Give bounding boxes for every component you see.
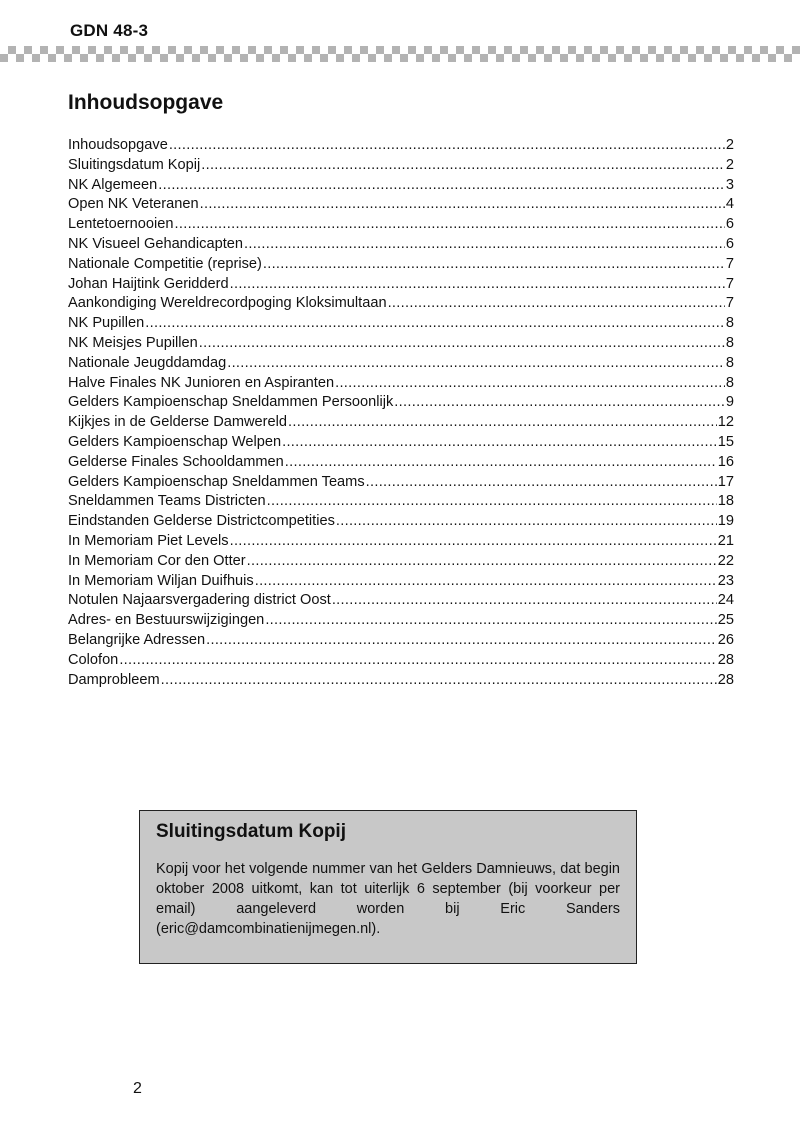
- toc-entry-label: Gelders Kampioenschap Sneldammen Teams: [68, 473, 365, 490]
- toc-leader-dots: [175, 215, 725, 235]
- toc-entry-label: Kijkjes in de Gelderse Damwereld: [68, 414, 287, 431]
- toc-leader-dots: [288, 413, 717, 433]
- toc-leader-dots: [230, 532, 717, 552]
- toc-entry-page: 22: [717, 552, 734, 569]
- toc-entry-label: Damprobleem: [68, 671, 160, 688]
- toc-entry-label: Sluitingsdatum Kopij: [68, 156, 201, 173]
- toc-entry: [68, 631, 734, 651]
- toc-entry: [68, 176, 734, 196]
- toc-leader-dots: [119, 651, 716, 671]
- toc-entry-label: In Memoriam Wiljan Duifhuis: [68, 572, 254, 589]
- toc-entry-label: Colofon: [68, 651, 119, 668]
- toc-entry: [68, 591, 734, 611]
- toc-entry-label: Sneldammen Teams Districten: [68, 493, 266, 510]
- toc-entry-page: 28: [717, 651, 734, 668]
- toc-entry-label: NK Visueel Gehandicapten: [68, 235, 243, 252]
- toc-entry-page: 12: [717, 414, 734, 431]
- toc-entry-label: Gelderse Finales Schooldammen: [68, 453, 284, 470]
- toc-entry-page: 7: [725, 295, 734, 312]
- toc-entry-label: Inhoudsopgave: [68, 137, 168, 153]
- toc-entry-page: 25: [717, 612, 734, 629]
- toc-leader-dots: [158, 176, 725, 196]
- toc-entry: [68, 374, 734, 394]
- toc-leader-dots: [255, 572, 717, 592]
- toc-title: Inhoudsopgave: [68, 91, 224, 114]
- toc-entry: [68, 136, 734, 156]
- toc-entry-label: Gelders Kampioenschap Welpen: [68, 433, 282, 450]
- toc-entry: [68, 473, 734, 493]
- toc-entry: [68, 275, 734, 295]
- toc-leader-dots: [285, 453, 717, 473]
- toc-leader-dots: [366, 473, 717, 493]
- toc-entry: [68, 492, 734, 512]
- toc-entry-page: 3: [725, 176, 734, 193]
- toc-entry-label: NK Meisjes Pupillen: [68, 334, 198, 351]
- toc-entry-label: Eindstanden Gelderse Districtcompetities: [68, 513, 335, 530]
- toc-entry-page: 15: [717, 433, 734, 450]
- toc-entry-page: 7: [725, 255, 734, 272]
- toc-entry: [68, 453, 734, 473]
- toc-entry: [68, 334, 734, 354]
- toc-leader-dots: [282, 433, 717, 453]
- checkered-divider: [0, 46, 800, 62]
- toc-entry-page: 8: [725, 374, 734, 391]
- toc-entry-label: Aankondiging Wereldrecordpoging Kloksimultaan: [68, 295, 387, 312]
- toc-leader-dots: [230, 275, 725, 295]
- toc-entry-page: 4: [725, 196, 734, 213]
- toc-leader-dots: [161, 671, 717, 691]
- toc-entry-page: 8: [725, 354, 734, 371]
- toc-entry-page: 8: [725, 334, 734, 351]
- toc-leader-dots: [265, 611, 716, 631]
- toc-entry-page: 8: [725, 315, 734, 332]
- toc-entry-page: 9: [725, 394, 734, 411]
- toc-leader-dots: [267, 492, 717, 512]
- toc-leader-dots: [247, 552, 717, 572]
- toc-entry-page: 26: [717, 631, 734, 648]
- toc-leader-dots: [201, 156, 725, 176]
- toc-entry-label: Nationale Competitie (reprise): [68, 255, 262, 272]
- toc-entry-label: Johan Haijtink Geridderd: [68, 275, 229, 292]
- table-of-contents: [68, 136, 734, 690]
- toc-entry: [68, 413, 734, 433]
- toc-entry: [68, 215, 734, 235]
- toc-entry-label: Gelders Kampioenschap Sneldammen Persoonlijk: [68, 394, 394, 411]
- toc-entry-page: 2: [725, 137, 734, 153]
- toc-entry: [68, 433, 734, 453]
- publication-issue-label: GDN 48-3: [70, 21, 149, 40]
- toc-entry-page: 6: [725, 235, 734, 252]
- toc-entry-label: Adres- en Bestuurswijzigingen: [68, 612, 265, 629]
- toc-entry: [68, 552, 734, 572]
- toc-entry-label: NK Pupillen: [68, 315, 145, 332]
- toc-leader-dots: [169, 136, 725, 156]
- toc-entry-page: 23: [717, 572, 734, 589]
- toc-entry-page: 16: [717, 453, 734, 470]
- toc-leader-dots: [206, 631, 717, 651]
- toc-entry-label: In Memoriam Cor den Otter: [68, 552, 246, 569]
- toc-entry-label: In Memoriam Piet Levels: [68, 532, 229, 549]
- toc-entry: [68, 156, 734, 176]
- toc-entry: [68, 611, 734, 631]
- toc-entry: [68, 393, 734, 413]
- toc-entry-label: Halve Finales NK Junioren en Aspiranten: [68, 374, 335, 391]
- notice-title: Sluitingsdatum Kopij: [156, 821, 346, 842]
- toc-entry-label: Belangrijke Adressen: [68, 631, 206, 648]
- toc-leader-dots: [227, 354, 725, 374]
- notice-body: Kopij voor het volgende nummer van het Gelders Damnieuws, dat begin oktober 2008 uitkomt, kan tot uiterlijk 6 september (bij voorkeur per email) aangeleverd worden bij Eric Sanders (eric@damcombinatienijmegen.nl).: [156, 861, 620, 937]
- toc-entry: [68, 354, 734, 374]
- toc-entry-page: 19: [717, 513, 734, 530]
- toc-leader-dots: [332, 591, 717, 611]
- toc-entry: [68, 572, 734, 592]
- toc-entry-label: Nationale Jeugddamdag: [68, 354, 227, 371]
- toc-entry-page: 6: [725, 216, 734, 233]
- toc-leader-dots: [388, 294, 725, 314]
- toc-entry-label: Notulen Najaarsvergadering district Oost: [68, 592, 331, 609]
- toc-entry: [68, 651, 734, 671]
- toc-entry-page: 21: [717, 532, 734, 549]
- toc-entry-page: 24: [717, 592, 734, 609]
- toc-entry: [68, 235, 734, 255]
- toc-entry-label: Lentetoernooien: [68, 216, 174, 233]
- toc-entry: [68, 512, 734, 532]
- toc-leader-dots: [263, 255, 725, 275]
- toc-entry: [68, 294, 734, 314]
- copy-deadline-notice: [139, 810, 637, 964]
- toc-entry-label: NK Algemeen: [68, 176, 158, 193]
- toc-entry-page: 28: [717, 671, 734, 688]
- toc-leader-dots: [244, 235, 725, 255]
- toc-entry: [68, 532, 734, 552]
- toc-entry: [68, 314, 734, 334]
- toc-entry: [68, 671, 734, 691]
- toc-entry-label: Open NK Veteranen: [68, 196, 199, 213]
- toc-leader-dots: [145, 314, 725, 334]
- toc-entry: [68, 195, 734, 215]
- toc-entry: [68, 255, 734, 275]
- toc-entry-page: 7: [725, 275, 734, 292]
- toc-leader-dots: [199, 334, 725, 354]
- toc-entry-page: 2: [725, 156, 734, 173]
- toc-leader-dots: [335, 374, 725, 394]
- toc-entry-page: 18: [717, 493, 734, 510]
- toc-leader-dots: [336, 512, 717, 532]
- toc-entry-page: 17: [717, 473, 734, 490]
- toc-leader-dots: [200, 195, 725, 215]
- toc-leader-dots: [394, 393, 725, 413]
- page-number: 2: [133, 1080, 142, 1097]
